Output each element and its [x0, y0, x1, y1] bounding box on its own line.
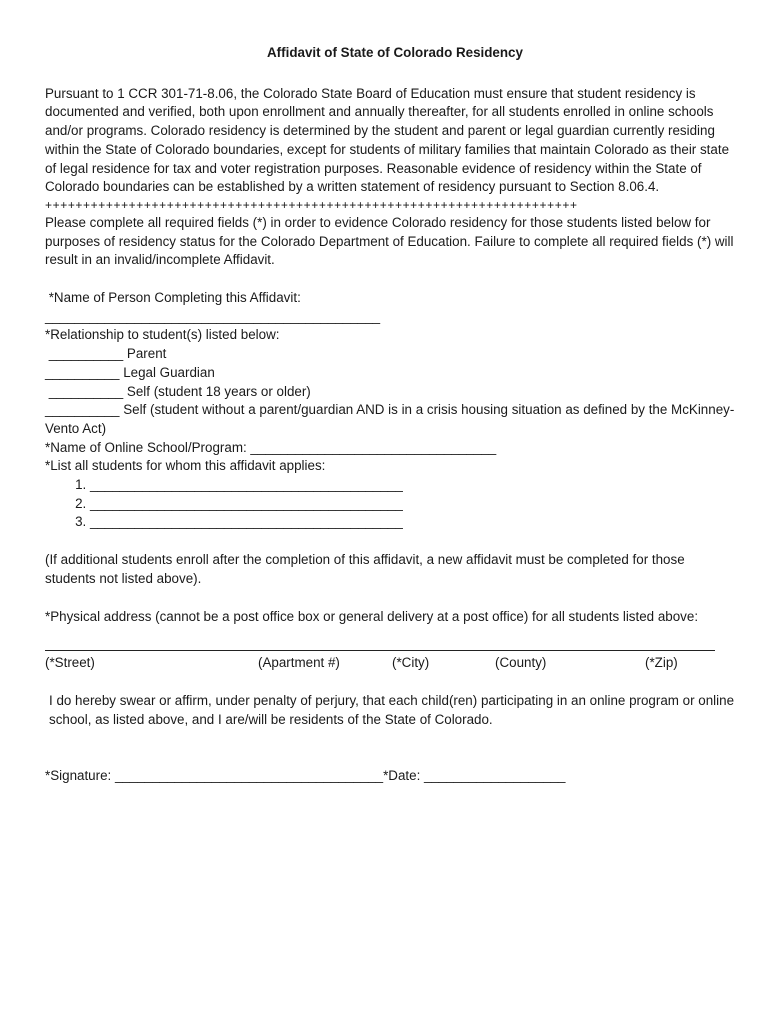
zip-label: (*Zip) [645, 655, 678, 671]
relationship-option-legal-guardian[interactable]: __________ Legal Guardian [45, 364, 215, 380]
students-list [45, 476, 735, 532]
city-label: (*City) [392, 655, 430, 671]
signature-date-field[interactable]: *Signature: ____________________________________*Date: ___________________ [45, 767, 566, 783]
intro-paragraph: Pursuant to 1 CCR 301-71-8.06, the Colorado State Board of Education must ensure that student residency is documented and verified, both upon enrollment and annually thereafter, for all students enrolled in online schools and/or programs. Colorado residency is determined by the student and parent or legal guardian currently residing within the State of Colorado boundaries, except for students of military families that maintain Colorado as their state of legal residence for tax and voter registration purposes. Reasonable evidence of residency within the State of Colorado boundaries can be established by a written statement of residency pursuant to Section 8.06.4. [45, 85, 730, 195]
address-field-line[interactable] [45, 643, 715, 651]
student-line-1[interactable]: 1. __________________________________________ [90, 476, 735, 495]
document-title: Affidavit of State of Colorado Residency [267, 45, 523, 60]
physical-address-label: *Physical address (cannot be a post office box or general delivery at a post office) for all students listed above: [45, 608, 699, 624]
affidavit-document [45, 44, 735, 785]
relationship-label: *Relationship to student(s) listed below: [45, 327, 280, 343]
students-label: *List all students for whom this affidavit applies: [45, 458, 326, 474]
additional-students-note: (If additional students enroll after the completion of this affidavit, a new affidavit must be completed for those students not listed above). [45, 552, 685, 586]
relationship-option-parent[interactable]: __________ Parent [45, 346, 167, 362]
school-field[interactable]: *Name of Online School/Program: _________________________________ [45, 439, 497, 455]
apartment-label: (Apartment #) [258, 655, 340, 671]
oath-statement: I do hereby swear or affirm, under penalty of perjury, that each child(ren) participating in an online program or online school, as listed above, and I are/will be residents of the State of Colorado. [49, 693, 735, 727]
street-label: (*Street) [45, 655, 95, 671]
student-line-2[interactable]: 2. __________________________________________ [90, 495, 735, 514]
relationship-option-self-crisis[interactable]: __________ Self (student without a parent/guardian AND is in a crisis housing situation as defined by the McKinney-Vento Act) [45, 402, 735, 436]
plus-divider: ++++++++++++++++++++++++++++++++++++++++++++++++++++++++++++++++++++++ [45, 197, 578, 212]
student-line-3[interactable]: 3. __________________________________________ [90, 513, 735, 532]
relationship-option-self-adult[interactable]: __________ Self (student 18 years or older) [45, 383, 311, 399]
name-label: *Name of Person Completing this Affidavit: [45, 290, 301, 306]
address-field-labels [45, 654, 735, 674]
name-field[interactable]: _____________________________________________ [45, 308, 381, 324]
instructions-paragraph: Please complete all required fields (*) in order to evidence Colorado residency for those students listed below for purposes of residency status for the Colorado Department of Education. Failure to complete all required fields (*) will result in an invalid/incomplete Affidavit. [45, 214, 734, 268]
county-label: (County) [495, 655, 547, 671]
